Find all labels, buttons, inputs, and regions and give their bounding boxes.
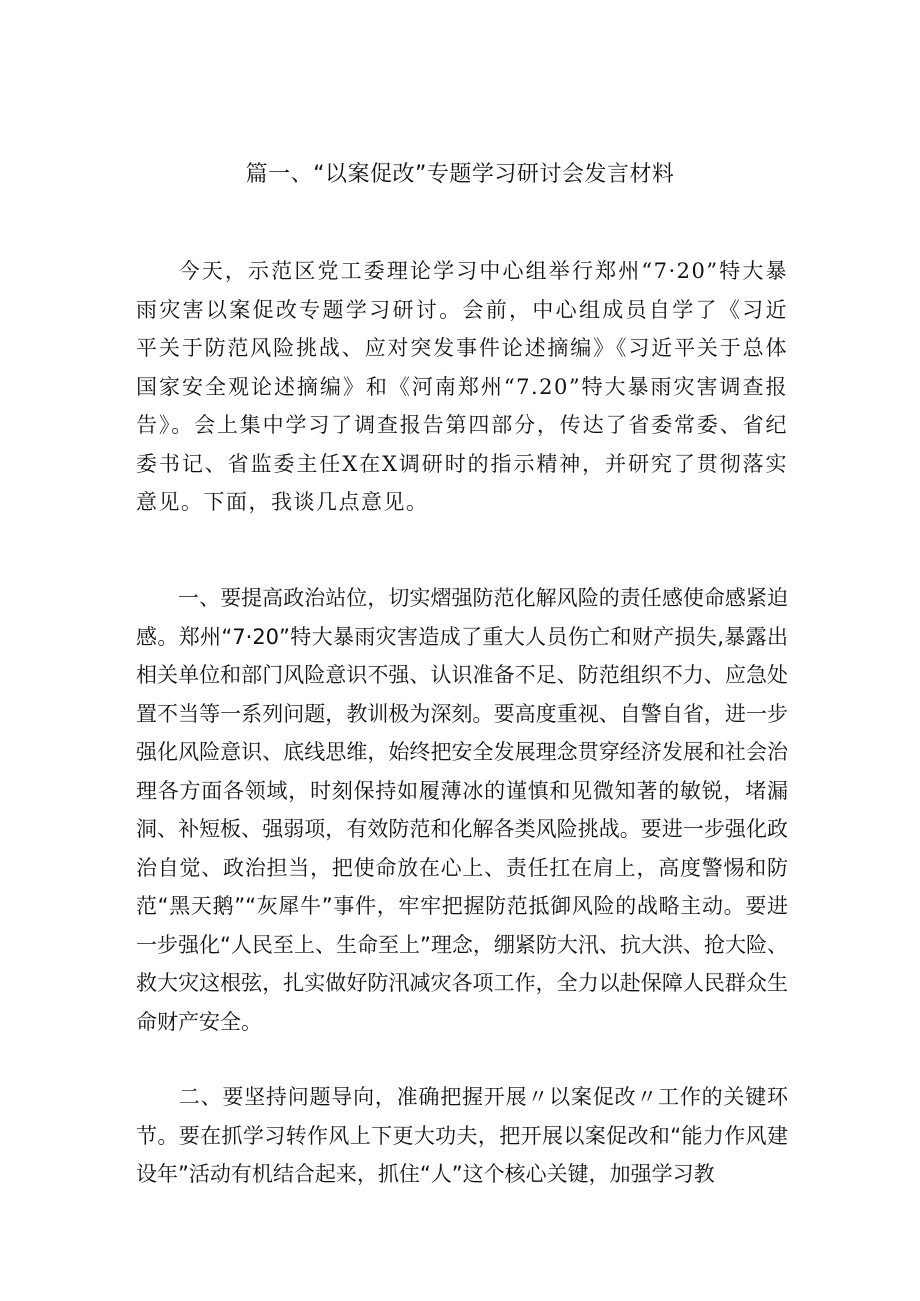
- document-title: 篇一、“以案促改”专题学习研讨会发言材料: [245, 162, 675, 187]
- paragraph-point-two-text: 二、要坚持问题导向，准确把握开展〃以案促改〃工作的关键环节。要在抓学习转作风上下更大功夫，把开展以案促改和“能力作风建设年”活动有机结合起来，抓住“人”这个核心关键，加强学习教: [136, 1085, 788, 1186]
- paragraph-point-one-text: 一、要提高政治站位，切实熠强防范化解风险的责任感使命感紧迫感。郑州“7·20”特大暴雨灾害造成了重大人员伤亡和财产损失,暴露出相关单位和部门风险意识不强、认识准备不足、防范组织不力、应急处置不当等一系列问题，教训极为深刻。要高度重视、自警自省，进一步强化风险意识、底线思维，始终把安全发展理念贯穿经济发展和社会治理各方面各领域，时刻保持如履薄冰的谨慎和见微知著的敏锐，堵漏洞、补短板、强弱项，有效防范和化解各类风险挑战。要进一步强化政治自觉、政治担当，把使命放在心上、责任扛在肩上，高度警惕和防范“黑天鹅”“灰犀牛”事件，牢牢把握防范抵御风险的战略主动。要进一步强化“人民至上、生命至上”理念，绷紧防大汛、抗大洪、抢大险、救大灾这根弦，扎实做好防汛减灾各项工作，全力以赴保障人民群众生命财产安全。: [136, 586, 788, 1034]
- paragraph-point-one: [136, 579, 788, 1041]
- paragraph-intro-text: 今天，示范区党工委理论学习中心组举行郑州“7·20”特大暴雨灾害以案促改专题学习研讨。会前，中心组成员自学了《习近平关于防范风险挑战、应对突发事件论述摘编》《习近平关于总体国家安全观论述摘编》和《河南郑州“7.20”特大暴雨灾害调查报告》。会上集中学习了调查报告第四部分，传达了省委常委、省纪委书记、省监委主任X在X调研时的指示精神，并研究了贯彻落实意见。下面，我谈几点意见。: [136, 259, 788, 514]
- paragraph-intro: [136, 252, 788, 522]
- paragraph-point-two: [136, 1078, 788, 1194]
